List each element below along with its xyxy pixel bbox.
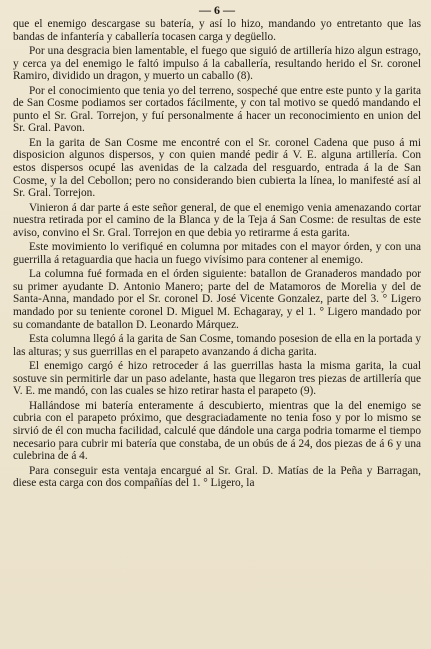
paragraph: Hallándose mi batería enteramente á descubierto, mientras que la del enemigo se cubria con el parapeto próximo, que desgraciadamente no tenia foso y por lo mismo se sirvió de él con mucha facilidad, calculé que dándole una carga podria tomarme el tiempo necesario para cubrir mi batería que constaba, de un obús de á 24, dos piezas de á 6 y una culebrina de á 4. — [13, 399, 421, 463]
paragraph: Para conseguir esta ventaja encargué al Sr. Gral. D. Matías de la Peña y Barragan, diese esta carga con dos compañías del 1. ° Ligero, la — [13, 464, 421, 490]
paragraph: Por una desgracia bien lamentable, el fuego que siguió de artillería hizo algun estrago, y cerca ya del enemigo le faltó impulso á la caballería, resultando herido el Sr. coronel Ramiro, dividido un dragon, y muerto un caballo (8). — [13, 45, 421, 83]
paragraph: Este movimiento lo verifiqué en columna por mitades con el mayor órden, y con una guerrilla á retaguardia que hacia un fuego vivísimo para contener al enemigo. — [13, 241, 421, 266]
paragraph: que el enemigo descargase su batería, y así lo hizo, mandando yo entretanto que las bandas de infantería y caballería tocasen carga y degüello. — [13, 18, 421, 43]
paragraph: Esta columna llegó á la garita de San Cosme, tomando posesion de ella en la portada y las alturas; y sus guerrillas en el parapeto avanzando á dicha garita. — [13, 333, 421, 358]
paragraph: La columna fué formada en el órden siguiente: batallon de Granaderos mandado por su primer ayudante D. Antonio Manero; parte del de Matamoros de Morelia y del de Santa-Anna, mandado por el Sr. coronel D. José Vicente Gonzalez, parte del 3. ° Ligero mandado por su teniente coronel D. Miguel M. Echagaray, y el 1. ° Ligero mandado por su comandante de batallon D. Leonardo Márquez. — [13, 268, 421, 331]
page-number: — 6 — — [199, 3, 235, 17]
paragraph: El enemigo cargó é hizo retroceder á las guerrillas hasta la misma garita, la cual sostuve sin permitirle dar un paso adelante, hasta que llegaron tres piezas de artillería que V. E. me mandó, con las cuales se hizo retirar hasta el parapeto (9). — [13, 360, 421, 398]
paragraph: Vinieron á dar parte á este señor general, de que el enemigo venia amenazando cortar nuestra retirada por el camino de la Blanca y de la Teja á San Cosme: de resultas de este aviso, convino el Sr. Gral. Torrejon en que debia yo retirarme á esta garita. — [13, 201, 421, 239]
paragraph: En la garita de San Cosme me encontré con el Sr. coronel Cadena que puso á mi disposicion algunos dispersos, y con quien mandé pedir á V. E. alguna artillería. Con estos dispersos ocupé las avenidas de la calzada del resguardo, entrada á la de San Cosme, y la del Cebollon; pero no considerando bien cubierta la línea, lo manifesté así al Sr. Gral. Torrejon. — [13, 136, 421, 200]
paragraph: Por el conocimiento que tenia yo del terreno, sospeché que entre este punto y la garita de San Cosme podiamos ser cortados fácilmente, y con tal motivo se quedó mandando el punto el Sr. Gral. Torrejon, y fuí personalmente á hacer un reconocimiento en union del Sr. Gral. Pavon. — [13, 84, 421, 135]
